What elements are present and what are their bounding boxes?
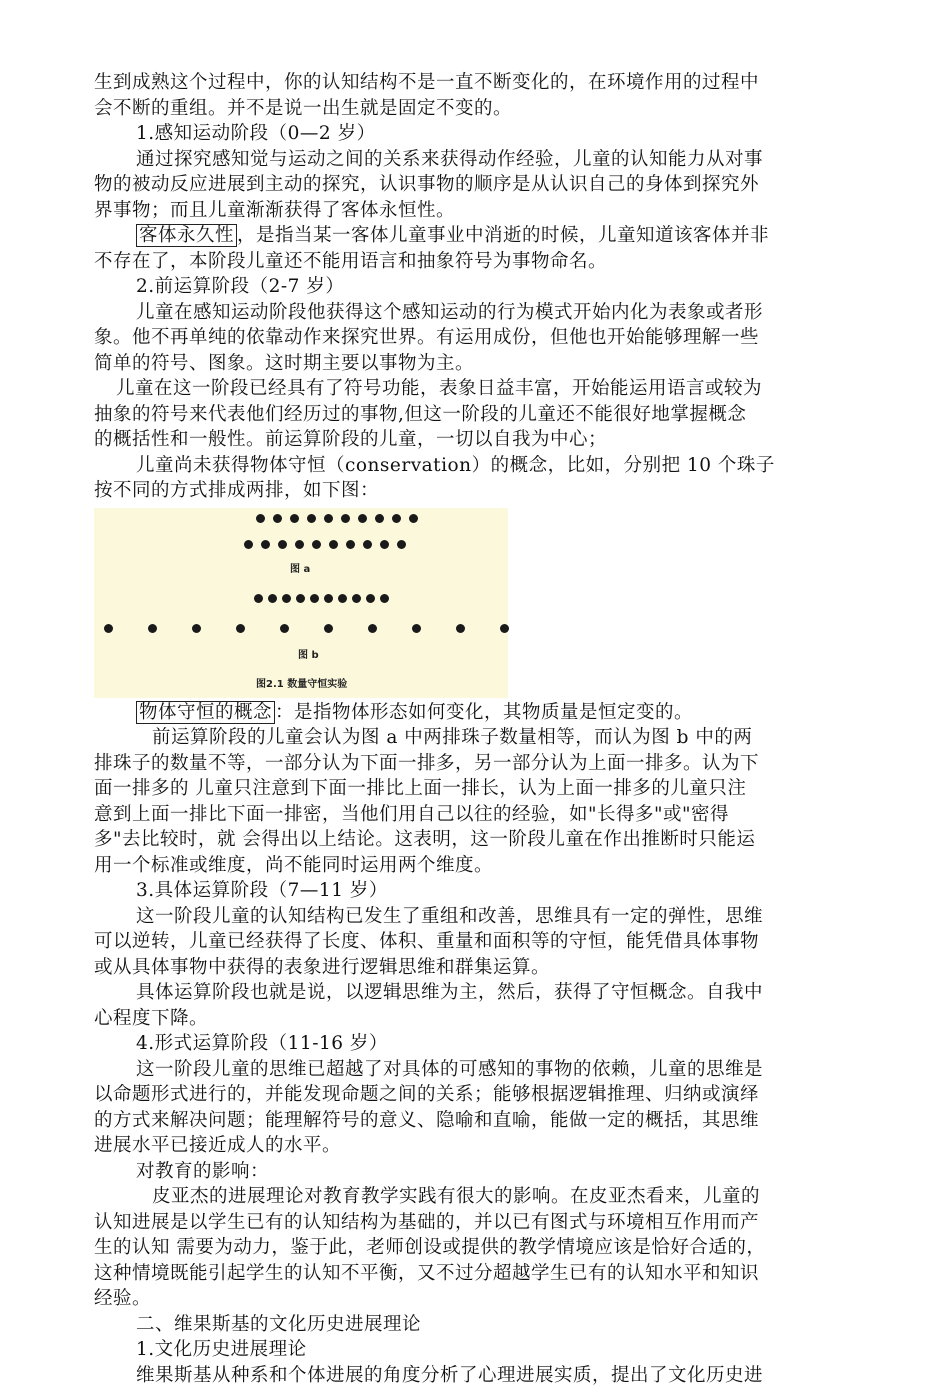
conservation-figure bbox=[94, 508, 508, 698]
section-heading: 2.前运算阶段（2-7 岁） bbox=[94, 274, 894, 300]
bead bbox=[341, 514, 350, 523]
section-heading: 对教育的影响： bbox=[94, 1159, 894, 1185]
paragraph-line: 这一阶段儿童的认知结构已发生了重组和改善，思维具有一定的弹性，思维 bbox=[94, 904, 894, 930]
section-heading: 3.具体运算阶段（7—11 岁） bbox=[94, 878, 894, 904]
bead bbox=[307, 514, 316, 523]
boxed-term-conservation: 物体守恒的概念 bbox=[136, 701, 275, 724]
paragraph-line: 通过探究感知觉与运动之间的关系来获得动作经验，儿童的认知能力从对事 bbox=[94, 147, 894, 173]
bead bbox=[296, 594, 305, 603]
bead bbox=[312, 540, 321, 549]
paragraph-line: 界事物；而且儿童渐渐获得了客体永恒性。 bbox=[94, 198, 894, 224]
bead bbox=[192, 624, 201, 633]
bead bbox=[346, 540, 355, 549]
paragraph-line: 按不同的方式排成两排，如下图： bbox=[94, 478, 894, 504]
paragraph-line: 儿童尚未获得物体守恒（conservation）的概念，比如，分别把 10 个珠子 bbox=[94, 453, 894, 479]
paragraph-line: 进展水平已接近成人的水平。 bbox=[94, 1133, 894, 1159]
boxed-term-object-permanence: 客体永久性 bbox=[136, 224, 237, 247]
bead-row-b-top bbox=[94, 594, 508, 606]
paragraph-line: 或从具体事物中获得的表象进行逻辑思维和群集运算。 bbox=[94, 955, 894, 981]
figure-label-a: 图 a bbox=[290, 560, 310, 575]
bead bbox=[375, 514, 384, 523]
section-heading: 1.文化历史进展理论 bbox=[94, 1337, 894, 1363]
bead-row-a-bottom bbox=[94, 540, 508, 552]
bead bbox=[380, 594, 389, 603]
bead bbox=[363, 540, 372, 549]
definition-text: ：是指物体形态如何变化，其物质量是恒定变的。 bbox=[275, 702, 693, 723]
paragraph-line: 意到上面一排比下面一排密，当他们用自己以往的经验，如"长得多"或"密得 bbox=[94, 802, 894, 828]
bead bbox=[366, 594, 375, 603]
paragraph-line: 认知进展是以学生已有的认知结构为基础的，并以已有图式与环境相互作用而产 bbox=[94, 1210, 894, 1236]
paragraph-line: 生到成熟这个过程中，你的认知结构不是一直不断变化的，在环境作用的过程中 bbox=[94, 70, 894, 96]
bead bbox=[456, 624, 465, 633]
bead bbox=[412, 624, 421, 633]
paragraph-line: 的概括性和一般性。前运算阶段的儿童，一切以自我为中心； bbox=[94, 427, 894, 453]
bead bbox=[338, 594, 347, 603]
paragraph-line: 经验。 bbox=[94, 1286, 894, 1312]
paragraph-line: 物的被动反应进展到主动的探究，认识事物的顺序是从认识自己的身体到探究外 bbox=[94, 172, 894, 198]
paragraph-line: 不存在了，本阶段儿童还不能用语言和抽象符号为事物命名。 bbox=[94, 249, 894, 275]
bead bbox=[256, 514, 265, 523]
bead bbox=[280, 624, 289, 633]
definition-text: ，是指当某一客体儿童事业中消逝的时候，儿童知道该客体并非 bbox=[237, 225, 769, 246]
paragraph-line: 以命题形式进行的，并能发现命题之间的关系；能够根据逻辑推理、归纳或演绎 bbox=[94, 1082, 894, 1108]
bead bbox=[244, 540, 253, 549]
definition-line bbox=[94, 223, 894, 249]
paragraph-line: 排珠子的数量不等，一部分认为下面一排多，另一部分认为上面一排多。认为下 bbox=[94, 751, 894, 777]
bead bbox=[392, 514, 401, 523]
paragraph-line: 维果斯基从种系和个体进展的角度分析了心理进展实质，提出了文化历史进 bbox=[94, 1363, 894, 1388]
bead bbox=[278, 540, 287, 549]
bead bbox=[352, 594, 361, 603]
bead bbox=[368, 624, 377, 633]
paragraph-line: 生的认知 需要为动力，鉴于此，老师创设或提供的教学情境应该是恰好合适的， bbox=[94, 1235, 894, 1261]
bead bbox=[310, 594, 319, 603]
bead bbox=[104, 624, 113, 633]
paragraph-line: 这一阶段儿童的思维已超越了对具体的可感知的事物的依赖，儿童的思维是 bbox=[94, 1057, 894, 1083]
paragraph-line: 象。他不再单纯的依靠动作来探究世界。有运用成份，但他也开始能够理解一些 bbox=[94, 325, 894, 351]
figure-label-b: 图 b bbox=[298, 646, 319, 661]
paragraph-line: 会不断的重组。并不是说一出生就是固定不变的。 bbox=[94, 96, 894, 122]
paragraph-line: 可以逆转，儿童已经获得了长度、体积、重量和面积等的守恒，能凭借具体事物 bbox=[94, 929, 894, 955]
definition-line bbox=[94, 700, 894, 726]
paragraph-line: 儿童在感知运动阶段他获得这个感知运动的行为模式开始内化为表象或者形 bbox=[94, 300, 894, 326]
section-heading: 4.形式运算阶段（11-16 岁） bbox=[94, 1031, 894, 1057]
bead bbox=[329, 540, 338, 549]
bead bbox=[324, 514, 333, 523]
bead bbox=[295, 540, 304, 549]
bead bbox=[282, 594, 291, 603]
paragraph-line: 多"去比较时，就 会得出以上结论。这表明，这一阶段儿童在作出推断时只能运 bbox=[94, 827, 894, 853]
paragraph-line: 用一个标准或维度，尚不能同时运用两个维度。 bbox=[94, 853, 894, 879]
bead bbox=[397, 540, 406, 549]
bead bbox=[254, 594, 263, 603]
paragraph-line: 抽象的符号来代表他们经历过的事物,但这一阶段的儿童还不能很好地掌握概念 bbox=[94, 402, 894, 428]
bead bbox=[273, 514, 282, 523]
bead bbox=[236, 624, 245, 633]
paragraph-line: 儿童在这一阶段已经具有了符号功能，表象日益丰富，开始能运用语言或较为 bbox=[94, 376, 894, 402]
section-heading: 1.感知运动阶段（0—2 岁） bbox=[94, 121, 894, 147]
bead bbox=[261, 540, 270, 549]
bead-row-a-top bbox=[94, 514, 508, 526]
bead bbox=[290, 514, 299, 523]
bead bbox=[409, 514, 418, 523]
bead-row-b-bottom bbox=[94, 624, 508, 636]
document-page bbox=[94, 70, 894, 1388]
paragraph-line: 皮亚杰的进展理论对教育教学实践有很大的影响。在皮亚杰看来，儿童的 bbox=[94, 1184, 894, 1210]
bead bbox=[268, 594, 277, 603]
bead bbox=[324, 624, 333, 633]
section-heading: 二、维果斯基的文化历史进展理论 bbox=[94, 1312, 894, 1338]
paragraph-line: 这种情境既能引起学生的认知不平衡，又不过分超越学生已有的认知水平和知识 bbox=[94, 1261, 894, 1287]
paragraph-line: 前运算阶段的儿童会认为图 a 中两排珠子数量相等，而认为图 b 中的两 bbox=[94, 725, 894, 751]
paragraph-line: 简单的符号、图象。这时期主要以事物为主。 bbox=[94, 351, 894, 377]
paragraph-line: 的方式来解决问题；能理解符号的意义、隐喻和直喻，能做一定的概括，其思维 bbox=[94, 1108, 894, 1134]
bead bbox=[500, 624, 509, 633]
paragraph-line: 心程度下降。 bbox=[94, 1006, 894, 1032]
bead bbox=[324, 594, 333, 603]
figure-caption: 图2.1 数量守恒实验 bbox=[256, 675, 347, 690]
paragraph-line: 面一排多的 儿童只注意到下面一排比上面一排长，认为上面一排多的儿童只注 bbox=[94, 776, 894, 802]
bead bbox=[358, 514, 367, 523]
paragraph-line: 具体运算阶段也就是说，以逻辑思维为主，然后，获得了守恒概念。自我中 bbox=[94, 980, 894, 1006]
bead bbox=[380, 540, 389, 549]
bead bbox=[148, 624, 157, 633]
